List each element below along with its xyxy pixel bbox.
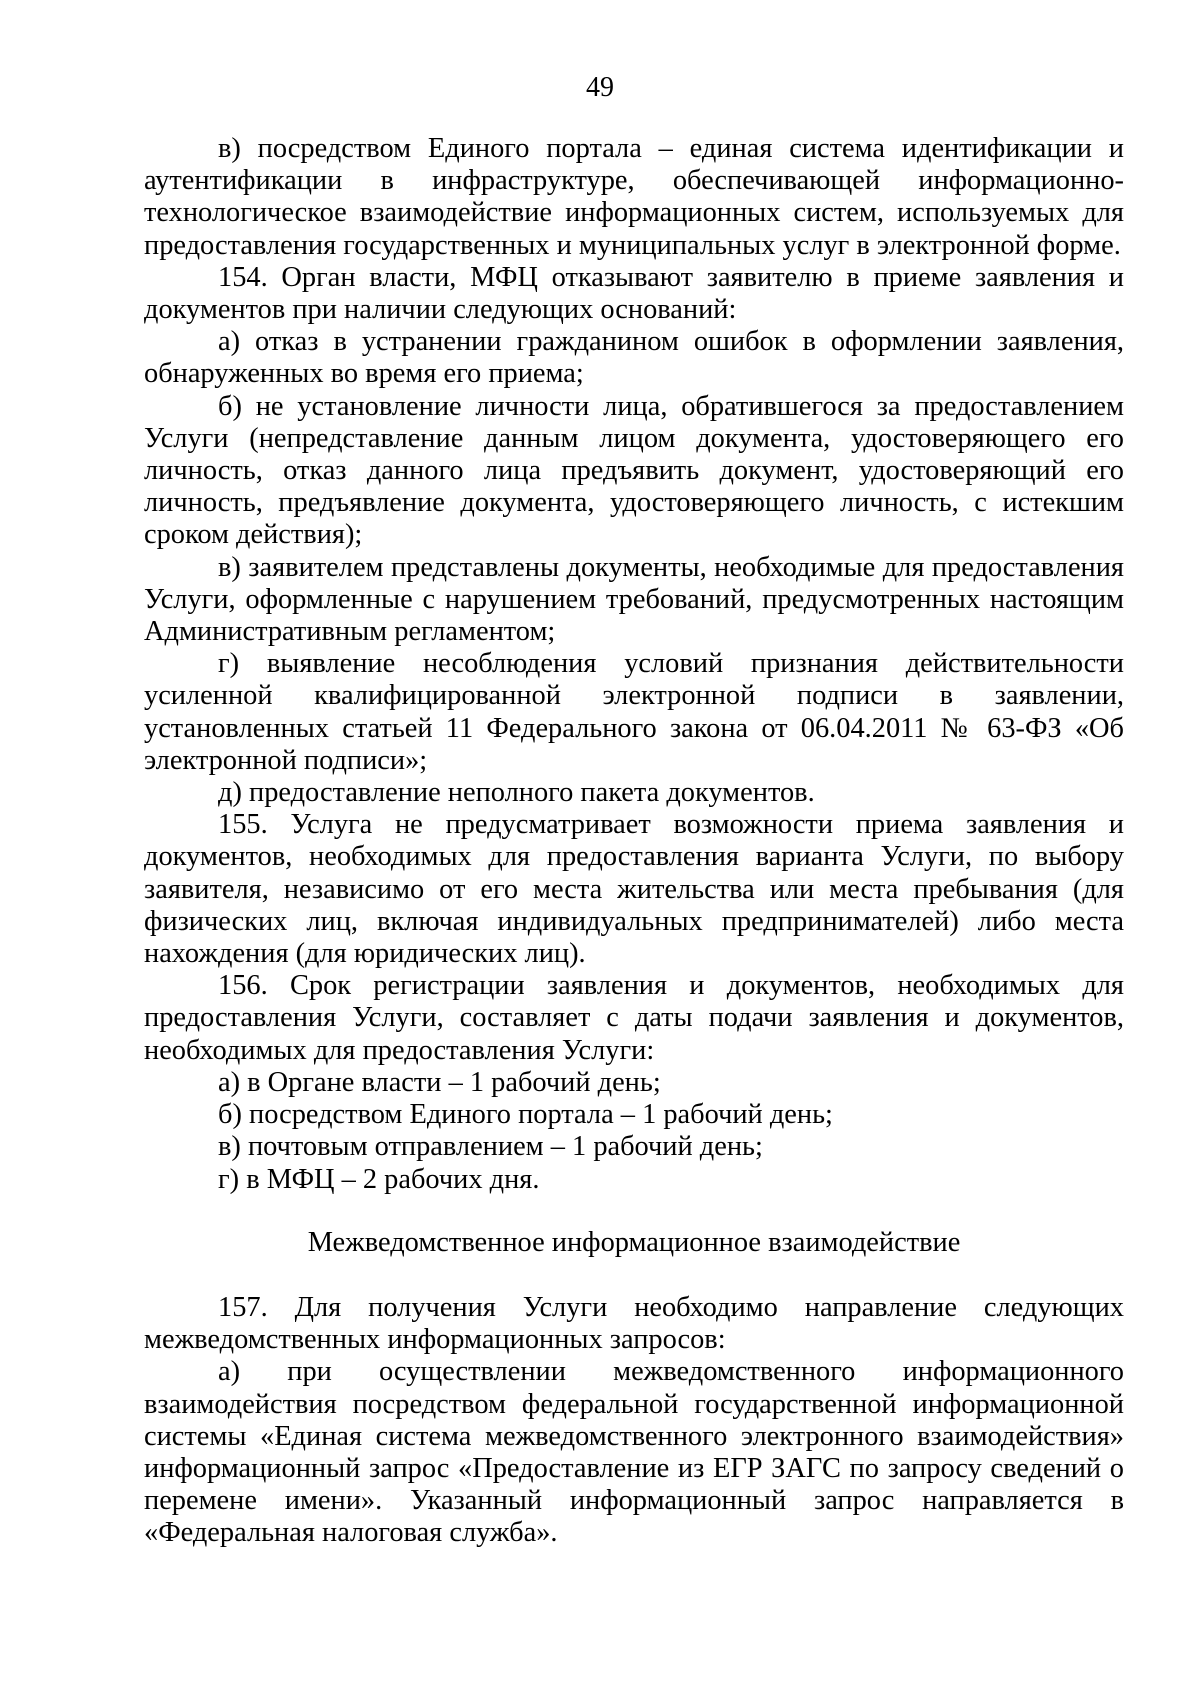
paragraph-portal-identification: в) посредством Единого портала – единая система идентификации и аутентификации в инфраструктуре, обеспечивающей информационно-технологическое взаимодействие информационных систем, используемых для предоставления государственных и муниципальных услуг в электронной форме. xyxy=(144,133,1124,261)
document-body xyxy=(144,133,1124,1550)
paragraph-154: 154. Орган власти, МФЦ отказывают заявителю в приеме заявления и документов при наличии следующих оснований: xyxy=(144,261,1124,326)
paragraph-155: 155. Услуга не предусматривает возможности приема заявления и документов, необходимых для предоставления варианта Услуги, по выбору заявителя, независимо от его места жительства или места пребывания (для физических лиц, включая индивидуальных предпринимателей) либо места нахождения (для юридических лиц). xyxy=(144,809,1124,970)
section-heading: Межведомственное информационное взаимодействие xyxy=(307,1226,961,1258)
paragraph-154-d: д) предоставление неполного пакета документов. xyxy=(218,777,815,809)
page-number: 49 xyxy=(586,72,614,103)
paragraph-154-a: а) отказ в устранении гражданином ошибок в оформлении заявления, обнаруженных во время его приема; xyxy=(144,326,1124,390)
paragraph-156-v: в) почтовым отправлением – 1 рабочий день; xyxy=(218,1131,763,1163)
paragraph-154-b: б) не установление личности лица, обратившегося за предоставлением Услуги (непредставление данным лицом документа, удостоверяющего его личность, отказ данного лица предъявить документ, удостоверяющий его личность, предъявление документа, удостоверяющего личность, с истекшим сроком действия); xyxy=(144,390,1124,551)
paragraph-154-v: в) заявителем представлены документы, необходимые для предоставления Услуги, оформленные с нарушением требований, предусмотренных настоящим Административным регламентом; xyxy=(144,551,1124,648)
paragraph-156-a: а) в Органе власти – 1 рабочий день; xyxy=(218,1066,661,1098)
paragraph-156: 156. Срок регистрации заявления и документов, необходимых для предоставления Услуги, составляет с даты подачи заявления и документов, необходимых для предоставления Услуги: xyxy=(144,970,1124,1066)
paragraph-157: 157. Для получения Услуги необходимо направление следующих межведомственных информационных запросов: xyxy=(144,1291,1124,1356)
paragraph-156-g: г) в МФЦ – 2 рабочих дня. xyxy=(218,1163,540,1195)
paragraph-154-g: г) выявление несоблюдения условий признания действительности усиленной квалифицированной электронной подписи в заявлении, установленных статьей 11 Федерального закона от 06.04.2011 № 63-ФЗ «Об электронной подписи»; xyxy=(144,648,1124,776)
paragraph-157-a: а) при осуществлении межведомственного информационного взаимодействия посредством федеральной государственной информационной системы «Единая система межведомственного электронного взаимодействия» информационный запрос «Предоставление из ЕГР ЗАГС по запросу сведений о перемене имени». Указанный информационный запрос направляется в «Федеральная налоговая служба». xyxy=(144,1356,1124,1549)
paragraph-156-b: б) посредством Единого портала – 1 рабочий день; xyxy=(218,1099,833,1131)
